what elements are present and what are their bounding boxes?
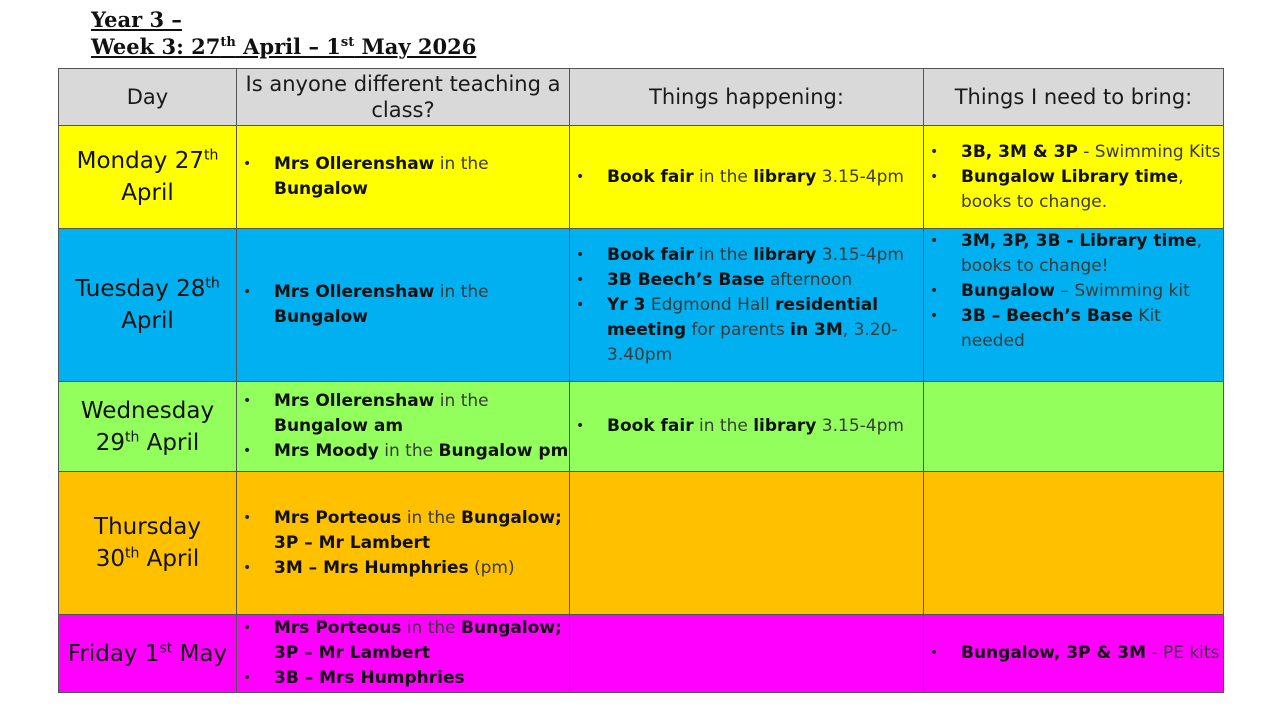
- list-item: [607, 414, 923, 439]
- item-text: in the: [434, 154, 489, 174]
- list-item: [961, 641, 1223, 666]
- header-row: [59, 69, 1224, 126]
- item-text: afternoon: [764, 269, 853, 290]
- list-item: [607, 165, 923, 190]
- bold-text: Bungalow Library time: [961, 166, 1179, 187]
- item-text: Edgmond Hall: [645, 294, 776, 315]
- item-text: for parents: [686, 319, 791, 340]
- list-item: [274, 666, 569, 691]
- table-row-monday: [59, 126, 1224, 229]
- bold-text: 3B, 3M & 3P: [961, 141, 1078, 162]
- bring-cell-thursday: [924, 472, 1224, 615]
- bold-text: Bungalow am: [274, 416, 404, 436]
- list-item: [274, 616, 569, 666]
- bold-text: 3M, 3P, 3B - Library time: [961, 231, 1197, 251]
- bold-text: Bungalow; 3P – Mr Lambert: [274, 507, 562, 553]
- day-cell-wednesday: Wednesday 29th April: [59, 382, 237, 472]
- day-cell-thursday: Thursday 30th April: [59, 472, 237, 615]
- bold-text: Book fair: [607, 166, 694, 187]
- list-item: [274, 556, 569, 581]
- day-cell-monday: Monday 27th April: [59, 126, 237, 229]
- list-item: [607, 268, 923, 293]
- column-header-day: Day: [59, 69, 237, 126]
- list-item: [274, 389, 569, 439]
- item-text: (pm): [468, 557, 515, 578]
- bring-cell-tuesday: [924, 229, 1224, 382]
- item-text: Kit needed: [961, 306, 1161, 351]
- item-text: – Swimming kit: [1055, 281, 1190, 301]
- bold-text: 3M – Mrs Humphries: [274, 557, 469, 578]
- list-item: [607, 243, 923, 268]
- bring-cell-wednesday: [924, 382, 1224, 472]
- item-text: in the: [693, 244, 754, 265]
- teaching-cell-tuesday: [237, 229, 570, 382]
- happening-cell-wednesday: [570, 382, 924, 472]
- item-text: in the: [434, 391, 489, 411]
- bold-text: Yr 3: [607, 294, 646, 315]
- item-text: in the: [401, 618, 462, 638]
- bold-text: library: [753, 416, 817, 436]
- item-text: in the: [378, 441, 439, 461]
- item-text: 3.15-4pm: [816, 244, 904, 265]
- bold-text: library: [753, 244, 817, 265]
- column-header-happening: Things happening:: [570, 69, 924, 126]
- bold-text: Bungalow, 3P & 3M: [961, 643, 1146, 663]
- teaching-cell-wednesday: [237, 382, 570, 472]
- bold-text: Mrs Porteous: [274, 507, 402, 528]
- bold-text: Bungalow pm: [438, 441, 569, 461]
- teaching-cell-thursday: [237, 472, 570, 615]
- bold-text: Mrs Porteous: [274, 618, 402, 638]
- teaching-cell-monday: [237, 126, 570, 229]
- bold-text: Mrs Ollerenshaw: [274, 391, 435, 411]
- item-text: - Swimming Kits: [1077, 141, 1221, 162]
- item-text: 3.15-4pm: [816, 166, 904, 187]
- day-cell-friday: Friday 1st May: [59, 615, 237, 693]
- list-item: [274, 152, 569, 202]
- bold-text: 3B Beech’s Base: [607, 269, 765, 290]
- bold-text: library: [753, 166, 817, 187]
- teaching-cell-friday: [237, 615, 570, 693]
- item-text: , 3.20-3.40pm: [607, 319, 898, 365]
- item-text: , books to change!: [961, 231, 1203, 276]
- item-text: in the: [693, 166, 754, 187]
- item-text: , books to change.: [961, 166, 1184, 212]
- list-item: [961, 140, 1223, 165]
- list-item: [961, 279, 1223, 304]
- list-item: [274, 280, 569, 330]
- list-item: [274, 506, 569, 556]
- bold-text: Mrs Moody: [274, 441, 379, 461]
- table-row-wednesday: [59, 382, 1224, 472]
- heading-year: Year 3 –: [91, 7, 182, 32]
- bold-text: Bungalow: [274, 179, 369, 199]
- item-text: in the: [434, 282, 489, 302]
- happening-cell-tuesday: [570, 229, 924, 382]
- list-item: [274, 439, 569, 464]
- day-cell-tuesday: Tuesday 28th April: [59, 229, 237, 382]
- happening-cell-friday: [570, 615, 924, 693]
- item-text: in the: [693, 416, 754, 436]
- list-item: [961, 229, 1223, 279]
- bring-cell-friday: [924, 615, 1224, 693]
- list-item: [607, 293, 923, 368]
- list-item: [961, 304, 1223, 354]
- bold-text: Mrs Ollerenshaw: [274, 282, 435, 302]
- happening-cell-monday: [570, 126, 924, 229]
- bold-text: 3B – Beech’s Base: [961, 306, 1133, 326]
- page-heading: [91, 6, 476, 60]
- bold-text: Bungalow; 3P – Mr Lambert: [274, 618, 562, 663]
- column-header-teaching: Is anyone different teaching a class?: [237, 69, 570, 126]
- bold-text: in 3M: [790, 319, 843, 340]
- table-row-friday: [59, 615, 1224, 693]
- list-item: [961, 165, 1223, 215]
- item-text: 3.15-4pm: [816, 416, 904, 436]
- bold-text: Book fair: [607, 416, 694, 436]
- bold-text: Bungalow: [961, 281, 1056, 301]
- bold-text: residential meeting: [607, 294, 879, 340]
- bold-text: Mrs Ollerenshaw: [274, 154, 435, 174]
- column-header-bring: Things I need to bring:: [924, 69, 1224, 126]
- item-text: in the: [401, 507, 462, 528]
- heading-week: Week 3: 27th April – 1st May 2026: [91, 34, 477, 59]
- happening-cell-thursday: [570, 472, 924, 615]
- item-text: - PE kits: [1146, 643, 1220, 663]
- bring-cell-monday: [924, 126, 1224, 229]
- table-row-tuesday: [59, 229, 1224, 382]
- table-row-thursday: [59, 472, 1224, 615]
- bold-text: 3B – Mrs Humphries: [274, 668, 465, 688]
- bold-text: Bungalow: [274, 307, 369, 327]
- timetable: [58, 68, 1224, 693]
- bold-text: Book fair: [607, 244, 694, 265]
